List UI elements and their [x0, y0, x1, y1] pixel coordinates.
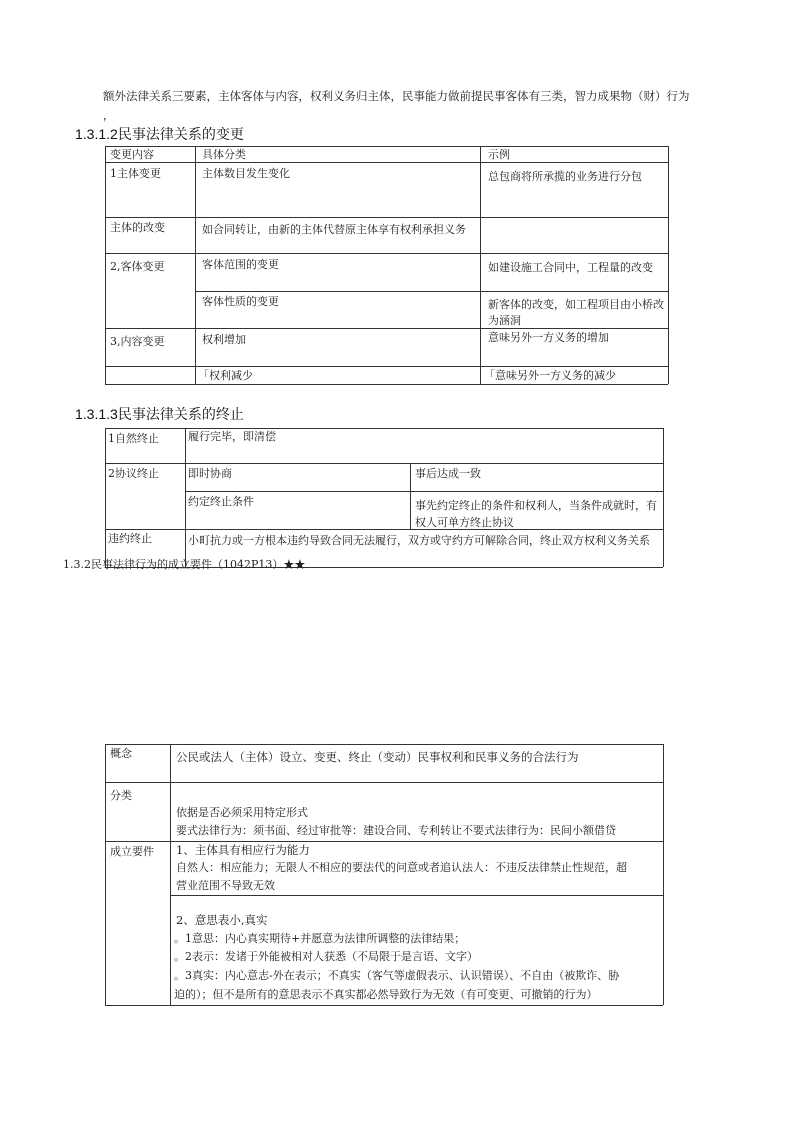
section-heading-change: 1.3.1.2民事法律关系的变更	[75, 126, 244, 142]
table-cell: 「意味另外一方义务的减少	[484, 369, 616, 382]
category-line: 要式法律行为：须书面、经过审批等：建设合同、专利转让不要式法律行为：民间小额借贷	[176, 824, 616, 837]
col-header-content: 变更内容	[110, 148, 154, 161]
table-cell: 主体的改变	[110, 221, 165, 234]
table-cell: 1自然终止	[108, 432, 159, 445]
col-header-category: 具体分类	[202, 148, 246, 161]
section-heading-act: 1.3.2民事法律行为的成立要件（1042P13）★★	[63, 558, 306, 571]
table-cell: 2,客体变更	[110, 260, 165, 273]
category-label: 分类	[110, 789, 132, 802]
col-header-example: 示例	[488, 148, 510, 161]
concept-label: 概念	[110, 747, 132, 760]
elements-label: 成立要件	[110, 845, 154, 858]
requirement-line: 营业范围不导致无效	[176, 879, 275, 892]
section-heading-end: 1.3.1.3民事法律关系的终止	[75, 406, 244, 422]
intro-line: 额外法律关系三要素，主体客体与内容，权利义务归主体，民事能力做前提民事客体有三类，智力成果物（财）行为	[103, 89, 690, 103]
requirement-line: 。3真实：内心意志-外在表示；不真实（客气等虚假表示、认识错误）、不自由（被欺诈、胁	[174, 969, 620, 982]
table-cell: 新客体的改变，如工程项目由小桥改为涵洞	[488, 298, 664, 327]
requirement-line: 。2表示：发诸于外能被相对人获悉（不局限于是言语、文字）	[174, 950, 478, 963]
table-cell: 2协议终止	[108, 467, 159, 480]
table-cell: 1主体变更	[110, 167, 161, 180]
table-cell: 如建设施工合同中，工程量的改变	[488, 261, 653, 274]
table-cell: 意味另外一方义务的增加	[488, 331, 609, 344]
table-cell: 主体数目发生变化	[202, 167, 290, 180]
requirement-line: 。1意思：内心真实期待+并愿意为法律所调整的法律结果；	[174, 932, 466, 945]
requirement-line: 自然人：相应能力；无限人不相应的要法代的问意或者追认法人：不违反法律禁止性规范，超	[176, 861, 627, 874]
table-cell: 客体性质的变更	[202, 295, 279, 308]
requirement-title: 2、意思表小,真实	[176, 913, 268, 927]
table-cell: 违约终止	[108, 532, 152, 545]
table-cell: 即时协商	[188, 467, 232, 480]
table-cell: 事后达成一致	[415, 467, 481, 480]
table-cell: 约定终止条件	[188, 495, 254, 508]
intro-line-2: ，	[103, 109, 114, 122]
table-cell: 小町抗力或一方根本违约导致合同无法履行，双方或守约方可解除合同，终止双方权利义务关系	[188, 534, 650, 547]
table-cell: 如合同转让，由新的主体代替原主体享有权利承担义务	[202, 223, 466, 236]
category-line: 依据是否必须采用特定形式	[176, 806, 308, 819]
table-cell: 事先约定终止的条件和权利人，当条件成就时，有权人可单方终止协议	[415, 499, 657, 529]
table-cell: 3,内容变更	[110, 335, 165, 348]
table-cell: 「权利减少	[198, 369, 253, 382]
requirement-line: 迫的）；但不是所有的意思表示不真实都必然导致行为无效（有可变更、可撤销的行为）	[174, 988, 598, 1001]
table-cell: 总包商将所承揽的业务进行分包	[488, 170, 642, 183]
requirement-title: 1、主体具有相应行为能力	[176, 843, 310, 857]
table-cell: 客体范围的变更	[202, 258, 279, 271]
table-cell: 权利增加	[202, 333, 246, 346]
concept-text: 公民或法人（主体）设立、变更、终止（变动）民事权利和民事义务的合法行为	[176, 750, 579, 764]
table-cell: 履行完毕，即清偿	[188, 430, 276, 443]
